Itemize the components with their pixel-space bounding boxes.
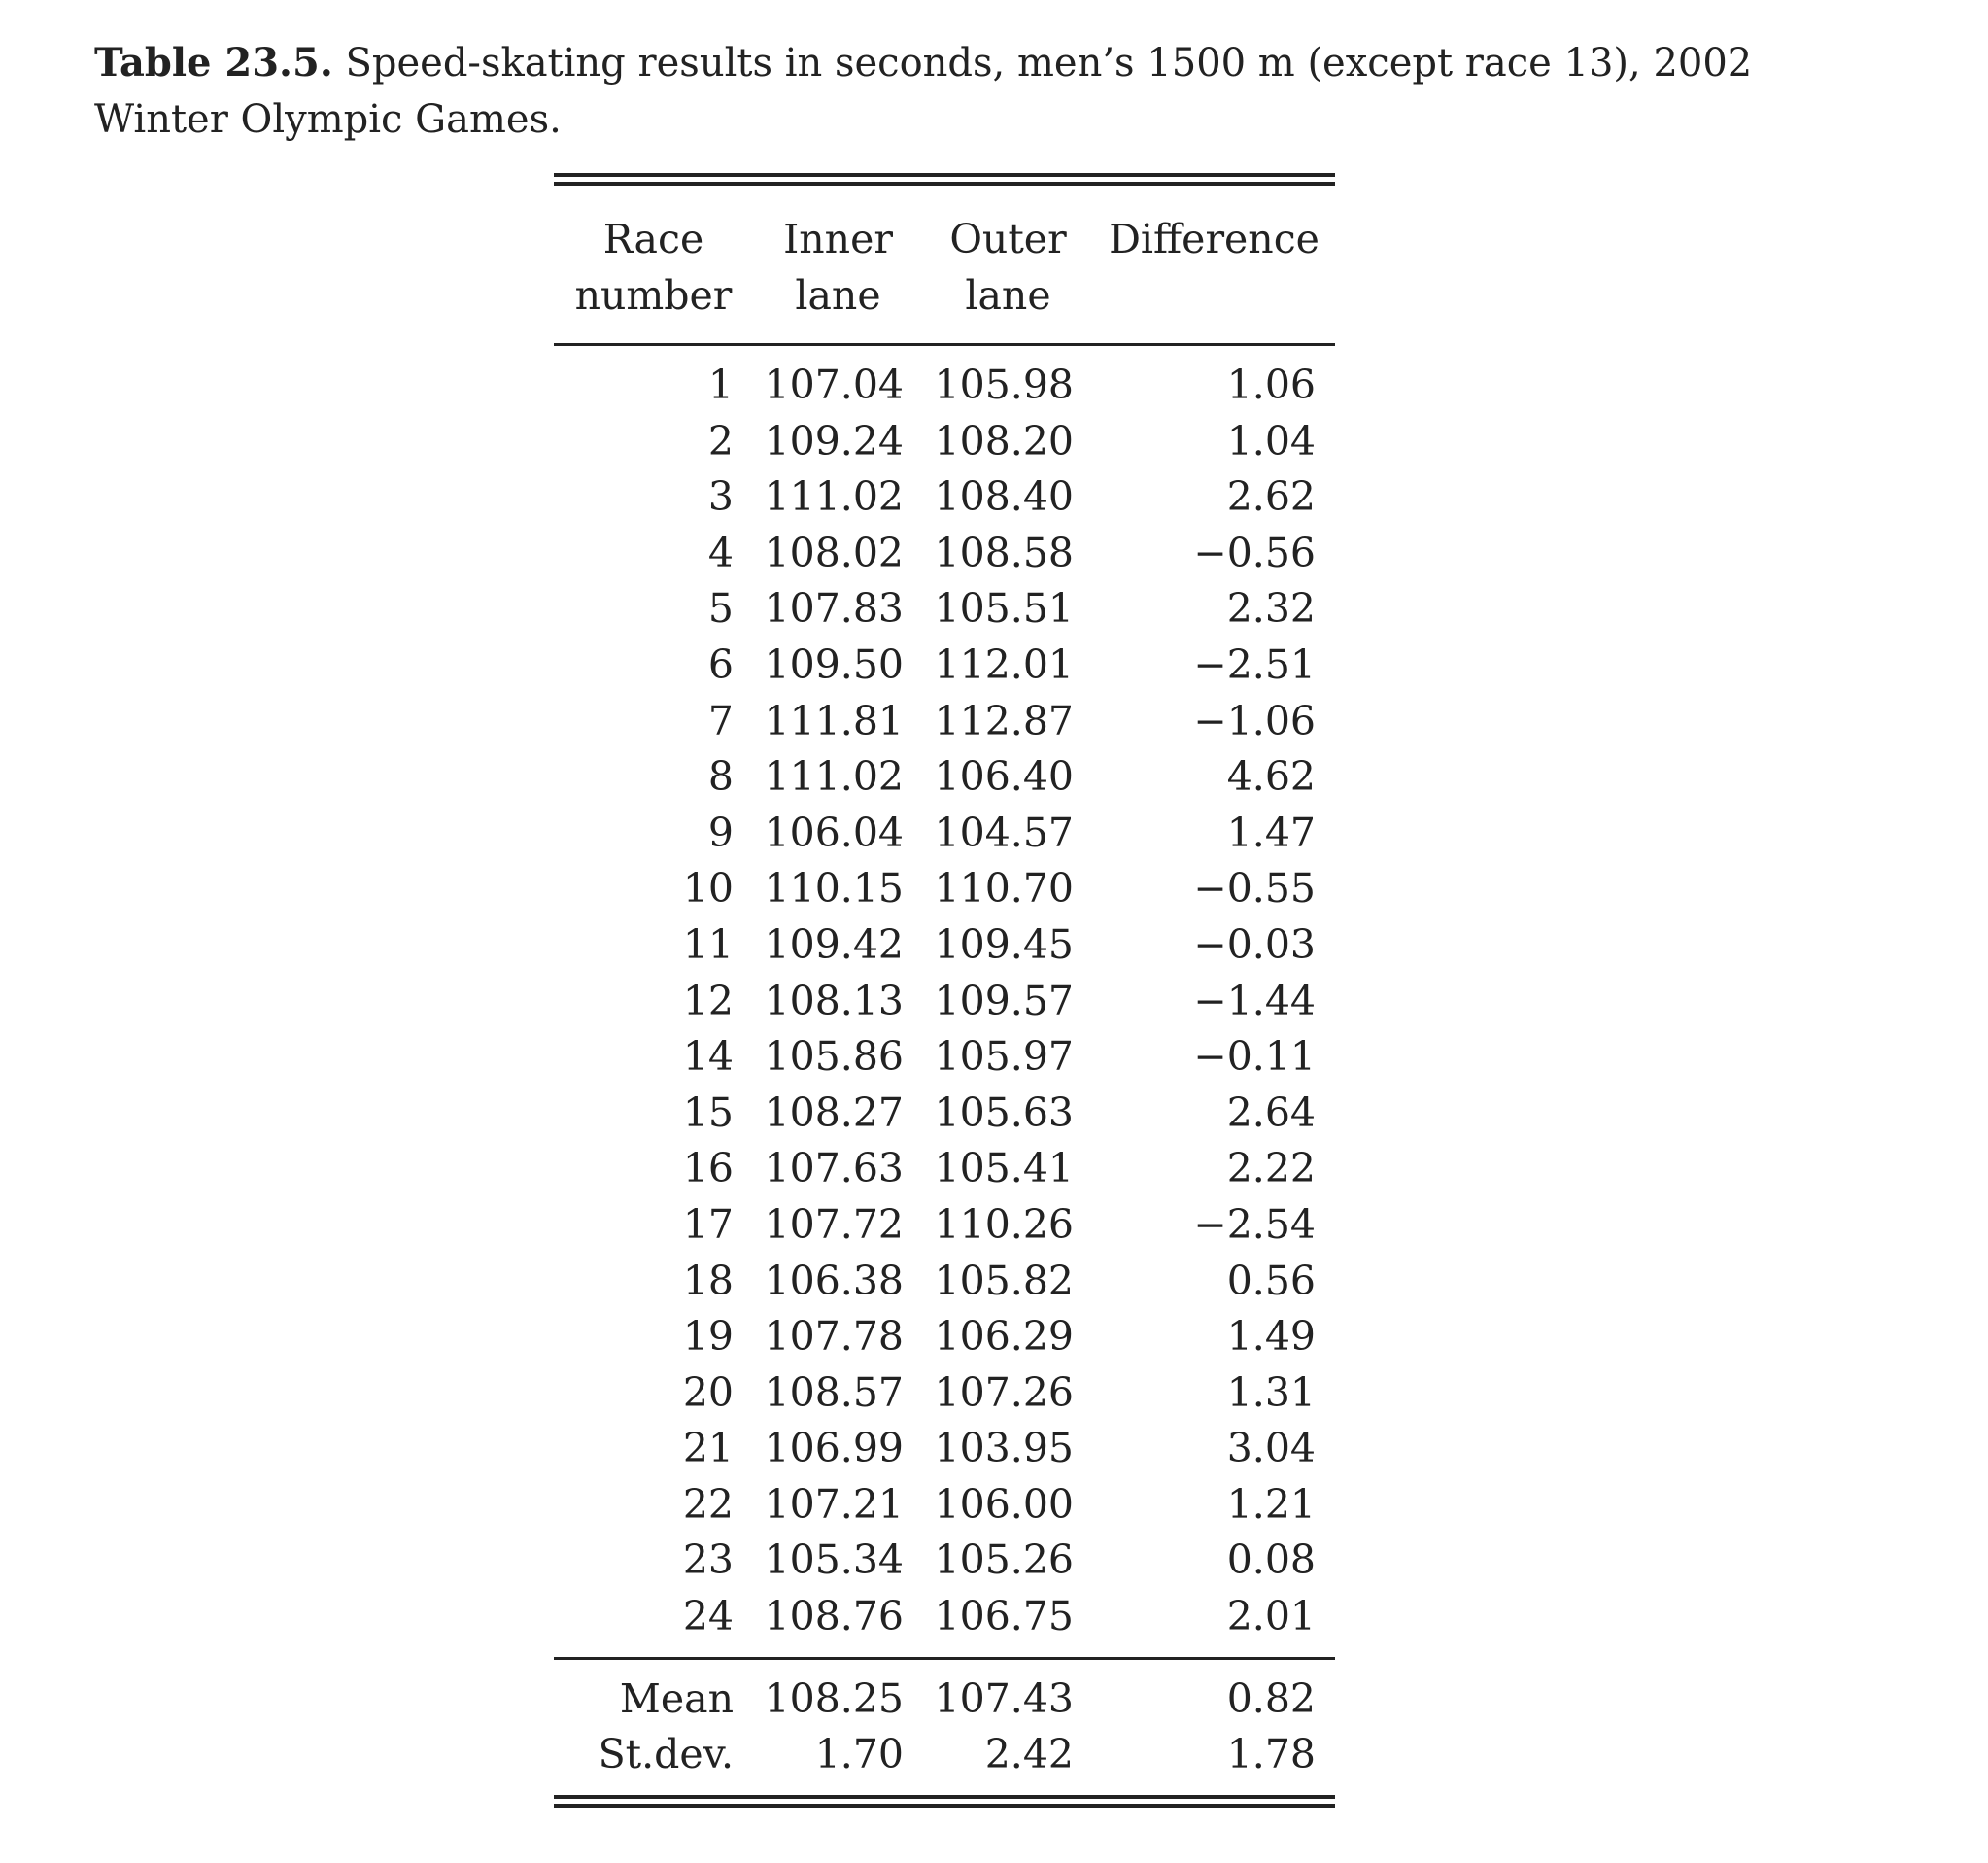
race-number-cell: 17 <box>682 1200 734 1248</box>
table-row <box>554 1254 1335 1310</box>
inner-lane-cell: 108.25 <box>764 1674 904 1722</box>
race-number-cell: 9 <box>707 809 734 856</box>
outer-lane-cell: 106.40 <box>934 753 1074 801</box>
table-row <box>554 1029 1335 1086</box>
difference-cell: 1.49 <box>1226 1313 1316 1361</box>
table-row <box>554 358 1335 414</box>
table-row <box>554 1589 1335 1645</box>
race-number-cell: 21 <box>682 1425 734 1472</box>
header-rule <box>554 343 1335 346</box>
difference-cell: −2.54 <box>1193 1200 1316 1248</box>
outer-lane-cell: 112.01 <box>934 640 1074 688</box>
results-table <box>554 173 1335 1808</box>
inner-lane-cell: 111.02 <box>764 753 904 801</box>
inner-lane-cell: 109.50 <box>764 640 904 688</box>
race-number-cell: 19 <box>682 1313 734 1361</box>
outer-lane-cell: 106.00 <box>934 1480 1074 1528</box>
table-header <box>554 211 1335 324</box>
inner-lane-cell: 111.02 <box>764 473 904 521</box>
table-summary <box>554 1672 1335 1783</box>
difference-cell: 0.08 <box>1226 1536 1316 1584</box>
outer-lane-cell: 110.70 <box>934 865 1074 913</box>
inner-lane-cell: 109.24 <box>764 417 904 465</box>
race-number-cell: 1 <box>707 362 734 408</box>
table-row <box>554 414 1335 470</box>
outer-lane-cell: 105.63 <box>934 1088 1074 1136</box>
summary-rule <box>554 1657 1335 1660</box>
outer-lane-cell: 108.58 <box>934 529 1074 576</box>
inner-lane-cell: 106.04 <box>764 809 904 856</box>
race-number-cell: 20 <box>682 1368 734 1416</box>
table-row <box>554 1309 1335 1365</box>
race-number-cell: 16 <box>682 1145 734 1192</box>
outer-lane-cell: 105.98 <box>934 362 1074 408</box>
table-row <box>554 1477 1335 1534</box>
difference-cell: −0.55 <box>1193 865 1316 913</box>
table-row <box>554 526 1335 582</box>
race-number-cell: 14 <box>682 1033 734 1081</box>
difference-cell: 2.64 <box>1226 1088 1316 1136</box>
outer-lane-cell: 105.51 <box>934 585 1074 633</box>
header-race-line2: number <box>574 272 733 319</box>
difference-cell: −1.06 <box>1193 697 1316 744</box>
inner-lane-cell: 108.02 <box>764 529 904 576</box>
race-number-cell: 10 <box>682 865 734 913</box>
inner-lane-cell: 108.76 <box>764 1593 904 1640</box>
race-number-cell: 11 <box>682 920 734 968</box>
outer-lane-cell: 105.41 <box>934 1145 1074 1192</box>
table-row <box>554 1141 1335 1197</box>
inner-lane-cell: 107.04 <box>764 362 904 408</box>
inner-lane-cell: 111.81 <box>764 697 904 744</box>
table-row <box>554 1197 1335 1254</box>
top-double-rule <box>554 173 1335 186</box>
inner-lane-cell: 108.57 <box>764 1368 904 1416</box>
table-row <box>554 861 1335 917</box>
race-number-cell: 6 <box>707 640 734 688</box>
difference-cell: 1.04 <box>1226 417 1316 465</box>
header-diff-line2 <box>1093 267 1335 324</box>
inner-lane-cell: 109.42 <box>764 920 904 968</box>
header-race-line1: Race <box>602 216 704 262</box>
difference-cell: 2.22 <box>1226 1145 1316 1192</box>
inner-lane-cell: 105.86 <box>764 1033 904 1081</box>
outer-lane-cell: 109.57 <box>934 977 1074 1024</box>
difference-cell: 0.56 <box>1226 1257 1316 1304</box>
outer-lane-cell: 109.45 <box>934 920 1074 968</box>
outer-lane-cell: 2.42 <box>984 1731 1074 1778</box>
outer-lane-cell: 105.82 <box>934 1257 1074 1304</box>
difference-cell: 3.04 <box>1226 1425 1316 1472</box>
table-row <box>554 581 1335 638</box>
bottom-double-rule <box>554 1795 1335 1808</box>
outer-lane-cell: 106.75 <box>934 1593 1074 1640</box>
race-number-cell: 4 <box>707 529 734 576</box>
inner-lane-cell: 108.27 <box>764 1088 904 1136</box>
caption-text: Speed-skating results in seconds, men’s 1500 m (except race 13), 2002 Winter Olympic Games. <box>94 41 1753 142</box>
difference-cell: 1.31 <box>1226 1368 1316 1416</box>
outer-lane-cell: 108.40 <box>934 473 1074 521</box>
outer-lane-cell: 110.26 <box>934 1200 1074 1248</box>
summary-label-cell: Mean <box>619 1674 734 1722</box>
race-number-cell: 8 <box>707 753 734 801</box>
inner-lane-cell: 107.63 <box>764 1145 904 1192</box>
difference-cell: 4.62 <box>1226 753 1316 801</box>
table-row <box>554 638 1335 694</box>
race-number-cell: 22 <box>682 1480 734 1528</box>
table-row <box>554 974 1335 1030</box>
table-row <box>554 1421 1335 1477</box>
outer-lane-cell: 103.95 <box>934 1425 1074 1472</box>
header-diff-line1: Difference <box>1109 216 1320 262</box>
inner-lane-cell: 107.21 <box>764 1480 904 1528</box>
table-row <box>554 1365 1335 1422</box>
outer-lane-cell: 104.57 <box>934 809 1074 856</box>
table-row <box>554 806 1335 862</box>
difference-cell: −2.51 <box>1193 640 1316 688</box>
difference-cell: 1.06 <box>1226 362 1316 408</box>
difference-cell: 1.47 <box>1226 809 1316 856</box>
header-outer-line1: Outer <box>949 216 1067 262</box>
difference-cell: 0.82 <box>1226 1674 1316 1722</box>
summary-row <box>554 1727 1335 1783</box>
inner-lane-cell: 107.83 <box>764 585 904 633</box>
table-row <box>554 694 1335 750</box>
difference-cell: 1.78 <box>1226 1731 1316 1778</box>
inner-lane-cell: 106.99 <box>764 1425 904 1472</box>
inner-lane-cell: 1.70 <box>814 1731 904 1778</box>
outer-lane-cell: 107.26 <box>934 1368 1074 1416</box>
difference-cell: 2.01 <box>1226 1593 1316 1640</box>
race-number-cell: 24 <box>682 1593 734 1640</box>
inner-lane-cell: 105.34 <box>764 1536 904 1584</box>
caption-label: Table 23.5. <box>94 40 333 86</box>
difference-cell: −0.11 <box>1193 1033 1316 1081</box>
race-number-cell: 3 <box>707 473 734 521</box>
header-inner-line1: Inner <box>783 216 893 262</box>
difference-cell: 2.32 <box>1226 585 1316 633</box>
race-number-cell: 15 <box>682 1088 734 1136</box>
inner-lane-cell: 107.78 <box>764 1313 904 1361</box>
table-body <box>554 358 1335 1645</box>
outer-lane-cell: 107.43 <box>934 1674 1074 1722</box>
summary-row <box>554 1672 1335 1728</box>
header-outer-line2: lane <box>965 272 1051 319</box>
difference-cell: 1.21 <box>1226 1480 1316 1528</box>
outer-lane-cell: 106.29 <box>934 1313 1074 1361</box>
inner-lane-cell: 108.13 <box>764 977 904 1024</box>
table-caption <box>94 35 1843 148</box>
table-row <box>554 1533 1335 1589</box>
outer-lane-cell: 105.26 <box>934 1536 1074 1584</box>
table-row <box>554 917 1335 974</box>
inner-lane-cell: 110.15 <box>764 865 904 913</box>
difference-cell: −0.03 <box>1193 920 1316 968</box>
table-row <box>554 749 1335 806</box>
header-inner-line2: lane <box>795 272 881 319</box>
difference-cell: −1.44 <box>1193 977 1316 1024</box>
inner-lane-cell: 106.38 <box>764 1257 904 1304</box>
race-number-cell: 18 <box>682 1257 734 1304</box>
race-number-cell: 23 <box>682 1536 734 1584</box>
outer-lane-cell: 112.87 <box>934 697 1074 744</box>
race-number-cell: 7 <box>707 697 734 744</box>
summary-label-cell: St.dev. <box>598 1731 734 1778</box>
outer-lane-cell: 105.97 <box>934 1033 1074 1081</box>
race-number-cell: 12 <box>682 977 734 1024</box>
outer-lane-cell: 108.20 <box>934 417 1074 465</box>
race-number-cell: 5 <box>707 585 734 633</box>
difference-cell: −0.56 <box>1193 529 1316 576</box>
table-row <box>554 469 1335 526</box>
inner-lane-cell: 107.72 <box>764 1200 904 1248</box>
difference-cell: 2.62 <box>1226 473 1316 521</box>
table-row <box>554 1086 1335 1142</box>
race-number-cell: 2 <box>707 417 734 465</box>
